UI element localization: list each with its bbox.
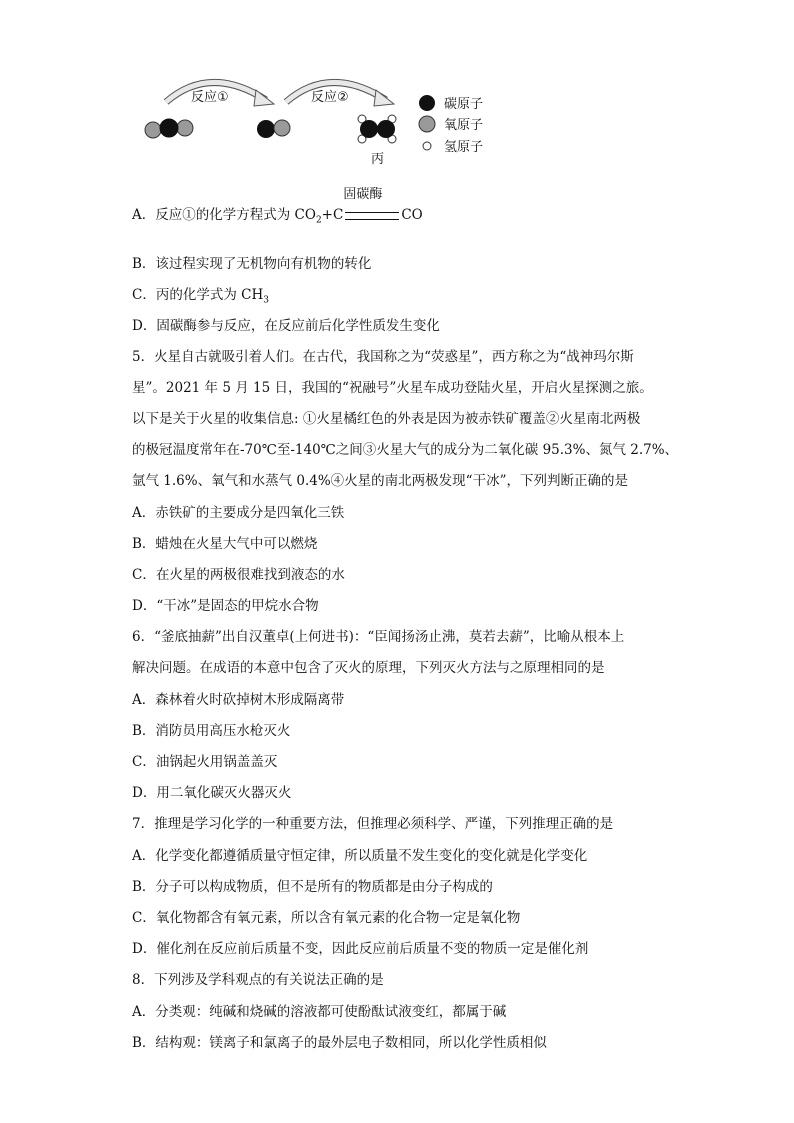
q5-stem-line1: 5．火星自古就吸引着人们。在古代，我国称之为“荧惑星”，西方称之为“战神玛尔斯	[132, 349, 634, 365]
reaction2-label: 反应②	[311, 90, 349, 105]
q4-option-a-sub: 2	[315, 215, 322, 226]
q7-stem: 7．推理是学习化学的一种重要方法，但推理必须科学、严谨，下列推理正确的是	[132, 816, 614, 832]
legend-carbon-swatch	[419, 95, 435, 111]
q5-option-a: A．赤铁矿的主要成分是四氧化三铁	[132, 505, 345, 521]
q5-option-b: B．蜡烛在火星大气中可以燃烧	[132, 536, 318, 552]
legend	[419, 95, 483, 155]
co-molecule	[257, 120, 290, 138]
q8-option-a: A．分类观：纯碱和烧碱的溶液都可使酚酞试液变红，都属于碱	[132, 1004, 507, 1020]
q8-stem: 8．下列涉及学科观点的有关说法正确的是	[132, 972, 384, 988]
q5-stem-line3: 以下是关于火星的收集信息: ①火星橘红色的外表是因为被赤铁矿覆盖②火星南北两极	[132, 411, 641, 427]
q5-stem-line4: 的极冠温度常年在-70℃至-140℃之间③火星大气的成分为二氧化碳 95.3%、氮气 2.7%、	[132, 442, 679, 458]
q7-option-c: C．氧化物都含有氧元素，所以含有氧元素的化合物一定是氧化物	[132, 910, 521, 926]
legend-hydrogen-swatch	[423, 142, 431, 150]
legend-hydrogen-label: 氢原子	[444, 140, 484, 155]
q6-option-a: A．森林着火时砍掉树木形成隔离带	[132, 692, 345, 708]
q6-option-d: D．用二氧化碳灭火器灭火	[132, 785, 292, 801]
q7-option-b: B．分子可以构成物质，但不是所有的物质都是由分子构成的	[132, 879, 493, 895]
q5-option-d: D．“干冰”是固态的甲烷水合物	[132, 598, 319, 614]
product-label: 丙	[371, 152, 385, 167]
q4-option-b: B．该过程实现了无机物向有机物的转化	[132, 256, 372, 272]
q6-stem-line2: 解决问题。在成语的本意中包含了灭火的原理，下列灭火方法与之原理相同的是	[132, 660, 605, 676]
q4-option-a	[132, 187, 423, 230]
reaction1-arrowhead	[254, 90, 274, 106]
q6-stem-line1: 6．“釜底抽薪”出自汉董卓(上何进书)：“臣闻扬汤止沸，莫若去薪”，比喻从根本上	[132, 629, 625, 645]
q4-option-d: D．固碳酶参与反应，在反应前后化学性质发生变化	[132, 318, 440, 334]
catalyst-label: 固碳酶	[343, 187, 383, 202]
reaction-diagram	[140, 66, 520, 176]
catalyst-equals	[343, 187, 401, 224]
q8-option-b: B．结构观：镁离子和氯离子的最外层电子数相同，所以化学性质相似	[132, 1035, 547, 1051]
co2-molecule	[145, 119, 193, 138]
reaction1-label: 反应①	[191, 90, 229, 105]
product-molecule	[358, 115, 396, 143]
q6-option-b: B．消防员用高压水枪灭火	[132, 723, 291, 739]
q4-option-c-text: C．丙的化学式为 CH	[132, 287, 264, 303]
q4-option-a-text: A．反应①的化学方程式为 CO	[132, 207, 316, 223]
q7-option-d: D．催化剂在反应前后质量不变，因此反应前后质量不变的物质一定是催化剂	[132, 941, 589, 957]
legend-oxygen-swatch	[419, 116, 435, 132]
legend-oxygen-label: 氧原子	[444, 118, 484, 133]
reaction2-arrowhead	[374, 90, 394, 106]
q7-option-a: A．化学变化都遵循质量守恒定律，所以质量不发生变化的变化就是化学变化	[132, 848, 588, 864]
q5-option-c: C．在火星的两极很难找到液态的水	[132, 567, 345, 583]
q5-stem-line5: 氩气 1.6%、氧气和水蒸气 0.4%④火星的南北两极发现“干冰”，下列判断正确的是	[132, 473, 628, 489]
q4-option-c	[132, 286, 269, 310]
legend-carbon-label: 碳原子	[444, 97, 484, 112]
q4-option-c-sub: 3	[263, 295, 269, 306]
q4-option-a-suffix: CO	[401, 207, 423, 223]
q6-option-c: C．油锅起火用锅盖盖灭	[132, 754, 278, 770]
q4-option-a-mid: +C	[321, 207, 344, 223]
q5-stem-line2: 星”。2021 年 5 月 15 日，我国的“祝融号”火星车成功登陆火星，开启火星探测之旅。	[132, 380, 653, 396]
